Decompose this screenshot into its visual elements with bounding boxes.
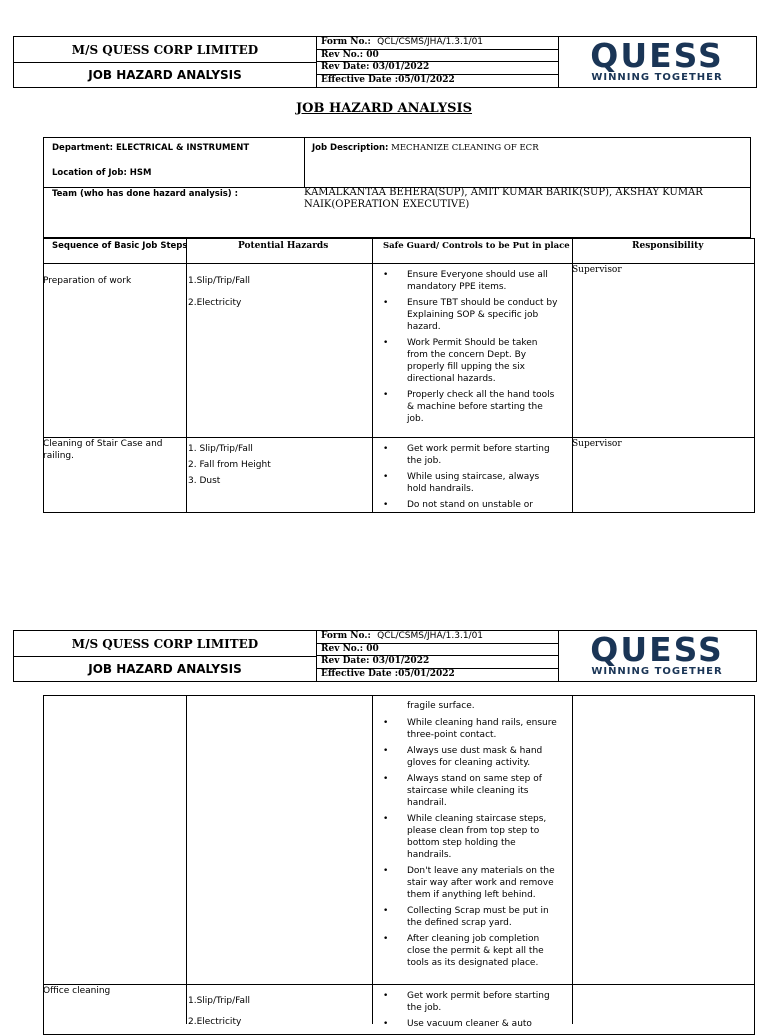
control-line: Explaining SOP & specific job (407, 310, 539, 320)
office-control-2 (407, 1018, 575, 1030)
row2-control-2 (407, 471, 572, 495)
rev-date: Rev Date: 03/01/2022 (316, 62, 558, 75)
logo-text: QUESS (590, 630, 724, 669)
office-hazard-2: 2.Electricity (188, 1017, 242, 1027)
control-line: the job. (407, 456, 442, 466)
job-description-value: MECHANIZE CLEANING OF ECR (391, 143, 539, 153)
row1-responsibility: Supervisor (572, 265, 622, 275)
row2-responsibility: Supervisor (572, 439, 622, 449)
control-line: tools as its designated place. (407, 958, 539, 968)
control-line: • After cleaning job completion (407, 934, 540, 944)
row2-step-line-1: Cleaning of Stair Case and (43, 439, 163, 449)
row1-control-3 (407, 337, 575, 385)
control-line: • While cleaning staircase steps, (407, 814, 547, 824)
control-line: • Get work permit before starting (407, 444, 550, 454)
company-logo (558, 631, 756, 681)
control-line: stair way after work and remove (407, 878, 554, 888)
p2-control-3 (407, 773, 575, 809)
team-label: Team (who has done hazard analysis) : (52, 189, 239, 199)
office-control-1 (407, 990, 575, 1014)
effective-date: Effective Date :05/01/2022 (321, 74, 455, 85)
p2-control-4 (407, 813, 575, 861)
row1-controls (407, 269, 575, 429)
control-line: • Collecting Scrap must be put in (407, 906, 549, 916)
p2-control-6 (407, 905, 575, 929)
p2-control-2 (407, 745, 575, 769)
company-name: M/S QUESS CORP LIMITED (14, 631, 316, 657)
row2-step-line-2: railing. (43, 451, 74, 461)
company-logo (558, 37, 756, 87)
control-line: • Work Permit Should be taken (407, 338, 538, 348)
col-header-controls: Safe Guard/ Controls to be Put in place (383, 241, 570, 251)
page-title (0, 101, 768, 116)
col-header-responsibility: Responsibility (632, 241, 704, 251)
control-line: • Get work permit before starting (407, 991, 550, 1001)
page-title-text: JOB HAZARD ANALYSIS (295, 101, 473, 116)
row2-hazard-1: 1. Slip/Trip/Fall (188, 444, 253, 454)
row2-step (43, 438, 163, 462)
control-line: • While cleaning hand rails, ensure (407, 718, 557, 728)
p2-control-7 (407, 933, 575, 969)
control-line: • Do not stand on unstable or (407, 500, 533, 510)
control-line: hazard. (407, 322, 441, 332)
control-line: • Always use dust mask & hand (407, 746, 543, 756)
col-header-steps: Sequence of Basic Job Steps (52, 241, 188, 251)
control-line: please clean from top step to (407, 826, 540, 836)
control-line: three-point contact. (407, 730, 497, 740)
form-info-cell (316, 37, 559, 87)
logo-tagline: WINNING TOGETHER (591, 72, 723, 83)
office-hazard-1: 1.Slip/Trip/Fall (188, 996, 251, 1006)
control-line: them if anything left behind. (407, 890, 536, 900)
p2-control-1 (407, 717, 575, 741)
header-doc-title: JOB HAZARD ANALYSIS (88, 67, 242, 82)
control-line: the job. (407, 1003, 442, 1013)
team-members (304, 187, 703, 211)
control-line: handrails. (407, 850, 452, 860)
office-controls (407, 990, 575, 1034)
logo-tagline: WINNING TOGETHER (591, 666, 723, 677)
control-line: hold handrails. (407, 484, 474, 494)
col-header-hazards: Potential Hazards (238, 241, 329, 251)
office-step: Office cleaning (43, 986, 111, 996)
row1-hazard-2: 2.Electricity (188, 298, 242, 308)
continued-control-text: fragile surface. (407, 701, 475, 711)
control-line: job. (407, 414, 424, 424)
effective-date: Effective Date :05/01/2022 (321, 668, 455, 679)
department: Department: ELECTRICAL & INSTRUMENT (52, 143, 250, 153)
job-description (312, 142, 539, 154)
control-line: • Use vacuum cleaner & auto (407, 1019, 532, 1029)
document-header-page2 (13, 630, 757, 682)
control-line: • Properly check all the hand tools (407, 390, 555, 400)
control-line: gloves for cleaning activity. (407, 758, 531, 768)
row1-control-2 (407, 297, 575, 333)
form-no-value: QCL/CSMS/JHA/1.3.1/01 (377, 631, 484, 641)
control-line: bottom step holding the (407, 838, 516, 848)
form-no-value: QCL/CSMS/JHA/1.3.1/01 (377, 37, 484, 47)
p2-control-5 (407, 865, 575, 901)
control-line: • Ensure TBT should be conduct by (407, 298, 558, 308)
control-line: handrail. (407, 798, 447, 808)
control-line: & machine before starting the (407, 402, 543, 412)
page2-controls (407, 717, 575, 973)
row2-controls (407, 443, 572, 512)
row2-control-3 (407, 499, 572, 511)
form-no-label: Form No.: (321, 631, 371, 641)
rev-date: Rev Date: 03/01/2022 (316, 656, 558, 669)
row2-controls-clip (373, 438, 572, 512)
control-line: properly fill upping the six (407, 362, 525, 372)
row1-step: Preparation of work (43, 276, 132, 286)
row1-hazard-1: 1.Slip/Trip/Fall (188, 276, 251, 286)
job-description-label: Job Description: (312, 143, 389, 153)
form-no (316, 37, 558, 50)
control-line: staircase while cleaning its (407, 786, 529, 796)
control-line: • Ensure Everyone should use all (407, 270, 548, 280)
control-line: • Always stand on same step of (407, 774, 542, 784)
row1-control-1 (407, 269, 575, 293)
header-title-cell (14, 37, 317, 87)
team-line-1: KAMALKANTAA BEHERA(SUP), AMIT KUMAR BARIK(SUP), AKSHAY KUMAR (304, 187, 703, 198)
control-line: directional hazards. (407, 374, 496, 384)
form-no-label: Form No.: (321, 37, 371, 47)
logo-text: QUESS (590, 36, 724, 75)
form-info-cell (316, 631, 559, 681)
control-line: • Don't leave any materials on the (407, 866, 555, 876)
row1-control-4 (407, 389, 575, 425)
control-line: close the permit & kept all the (407, 946, 544, 956)
rev-no: Rev No.: 00 (316, 50, 558, 63)
document-header (13, 36, 757, 88)
company-name: M/S QUESS CORP LIMITED (14, 37, 316, 63)
job-location: Location of Job: HSM (52, 168, 152, 178)
control-line: from the concern Dept. By (407, 350, 527, 360)
header-doc-title: JOB HAZARD ANALYSIS (88, 661, 242, 676)
control-line: the defined scrap yard. (407, 918, 512, 928)
header-title-cell (14, 631, 317, 681)
team-line-2: NAIK(OPERATION EXECUTIVE) (304, 199, 470, 210)
row2-hazard-3: 3. Dust (188, 476, 221, 486)
rev-no: Rev No.: 00 (316, 644, 558, 657)
row2-control-1 (407, 443, 572, 467)
control-line: mandatory PPE items. (407, 282, 507, 292)
control-line: • While using staircase, always (407, 472, 540, 482)
form-no (316, 631, 558, 644)
row2-hazard-2: 2. Fall from Height (188, 460, 271, 470)
